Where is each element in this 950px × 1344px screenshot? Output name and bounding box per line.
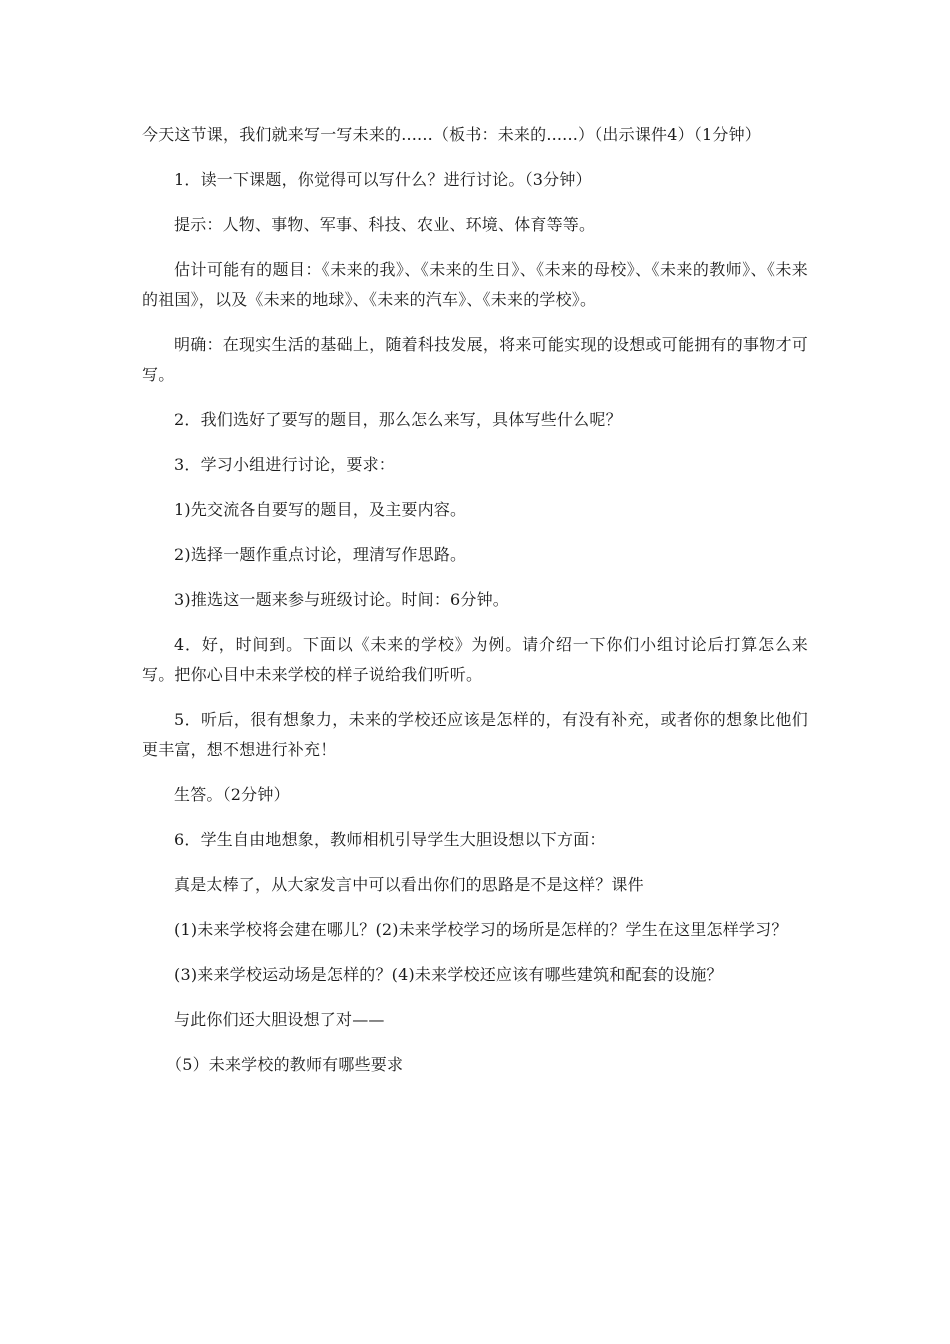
paragraph-hint: 提示：人物、事物、军事、科技、农业、环境、体育等等。 (174, 215, 596, 234)
paragraph-requirement-1: 1)先交流各自要写的题目，及主要内容。 (174, 500, 467, 519)
paragraph-questions-1-2: (1)未来学校将会建在哪儿？(2)未来学校学习的场所是怎样的？学生在这里怎样学习？ (174, 920, 788, 939)
paragraph-student-answer: 生答。（2分钟） (174, 785, 290, 804)
paragraph-step-6: 6．学生自由地想象，教师相机引导学生大胆设想以下方面： (174, 830, 606, 849)
paragraph-step-4: 4．好，时间到。下面以《未来的学校》为例。请介绍一下你们小组讨论后打算怎么来写。把你心目中未来学校的样子说给我们听听。 (142, 635, 808, 684)
paragraph-question-5: （5）未来学校的教师有哪些要求 (166, 1055, 404, 1074)
paragraph-requirement-3: 3)推选这一题来参与班级讨论。时间：6分钟。 (174, 590, 510, 609)
paragraph-step-3: 3．学习小组进行讨论，要求： (174, 455, 395, 474)
paragraph-bold-idea: 与此你们还大胆设想了对—— (174, 1010, 385, 1029)
paragraph-requirement-2: 2)选择一题作重点讨论，理清写作思路。 (174, 545, 467, 564)
document-page (142, 120, 808, 1095)
paragraph-step-5: 5．听后，很有想象力，未来的学校还应该是怎样的，有没有补充，或者你的想象比他们更丰富，想不想进行补充！ (142, 710, 808, 759)
paragraph-step-1: 1．读一下课题，你觉得可以写什么？进行讨论。（3分钟） (174, 170, 592, 189)
paragraph-praise: 真是太棒了，从大家发言中可以看出你们的思路是不是这样？课件 (174, 875, 644, 894)
paragraph-questions-3-4: (3)来来学校运动场是怎样的？(4)未来学校还应该有哪些建筑和配套的设施？ (174, 965, 723, 984)
paragraph-step-2: 2．我们选好了要写的题目，那么怎么来写，具体写些什么呢？ (174, 410, 622, 429)
paragraph-possible-titles: 估计可能有的题目：《未来的我》、《未来的生日》、《未来的母校》、《未来的教师》、《未来的祖国》，以及《未来的地球》、《未来的汽车》、《未来的学校》。 (142, 260, 808, 309)
paragraph-clarify: 明确：在现实生活的基础上，随着科技发展，将来可能实现的设想或可能拥有的事物才可写。 (142, 335, 808, 384)
paragraph-intro: 今天这节课，我们就来写一写未来的......（板书：未来的......）（出示课件4）（1分钟） (142, 125, 761, 144)
